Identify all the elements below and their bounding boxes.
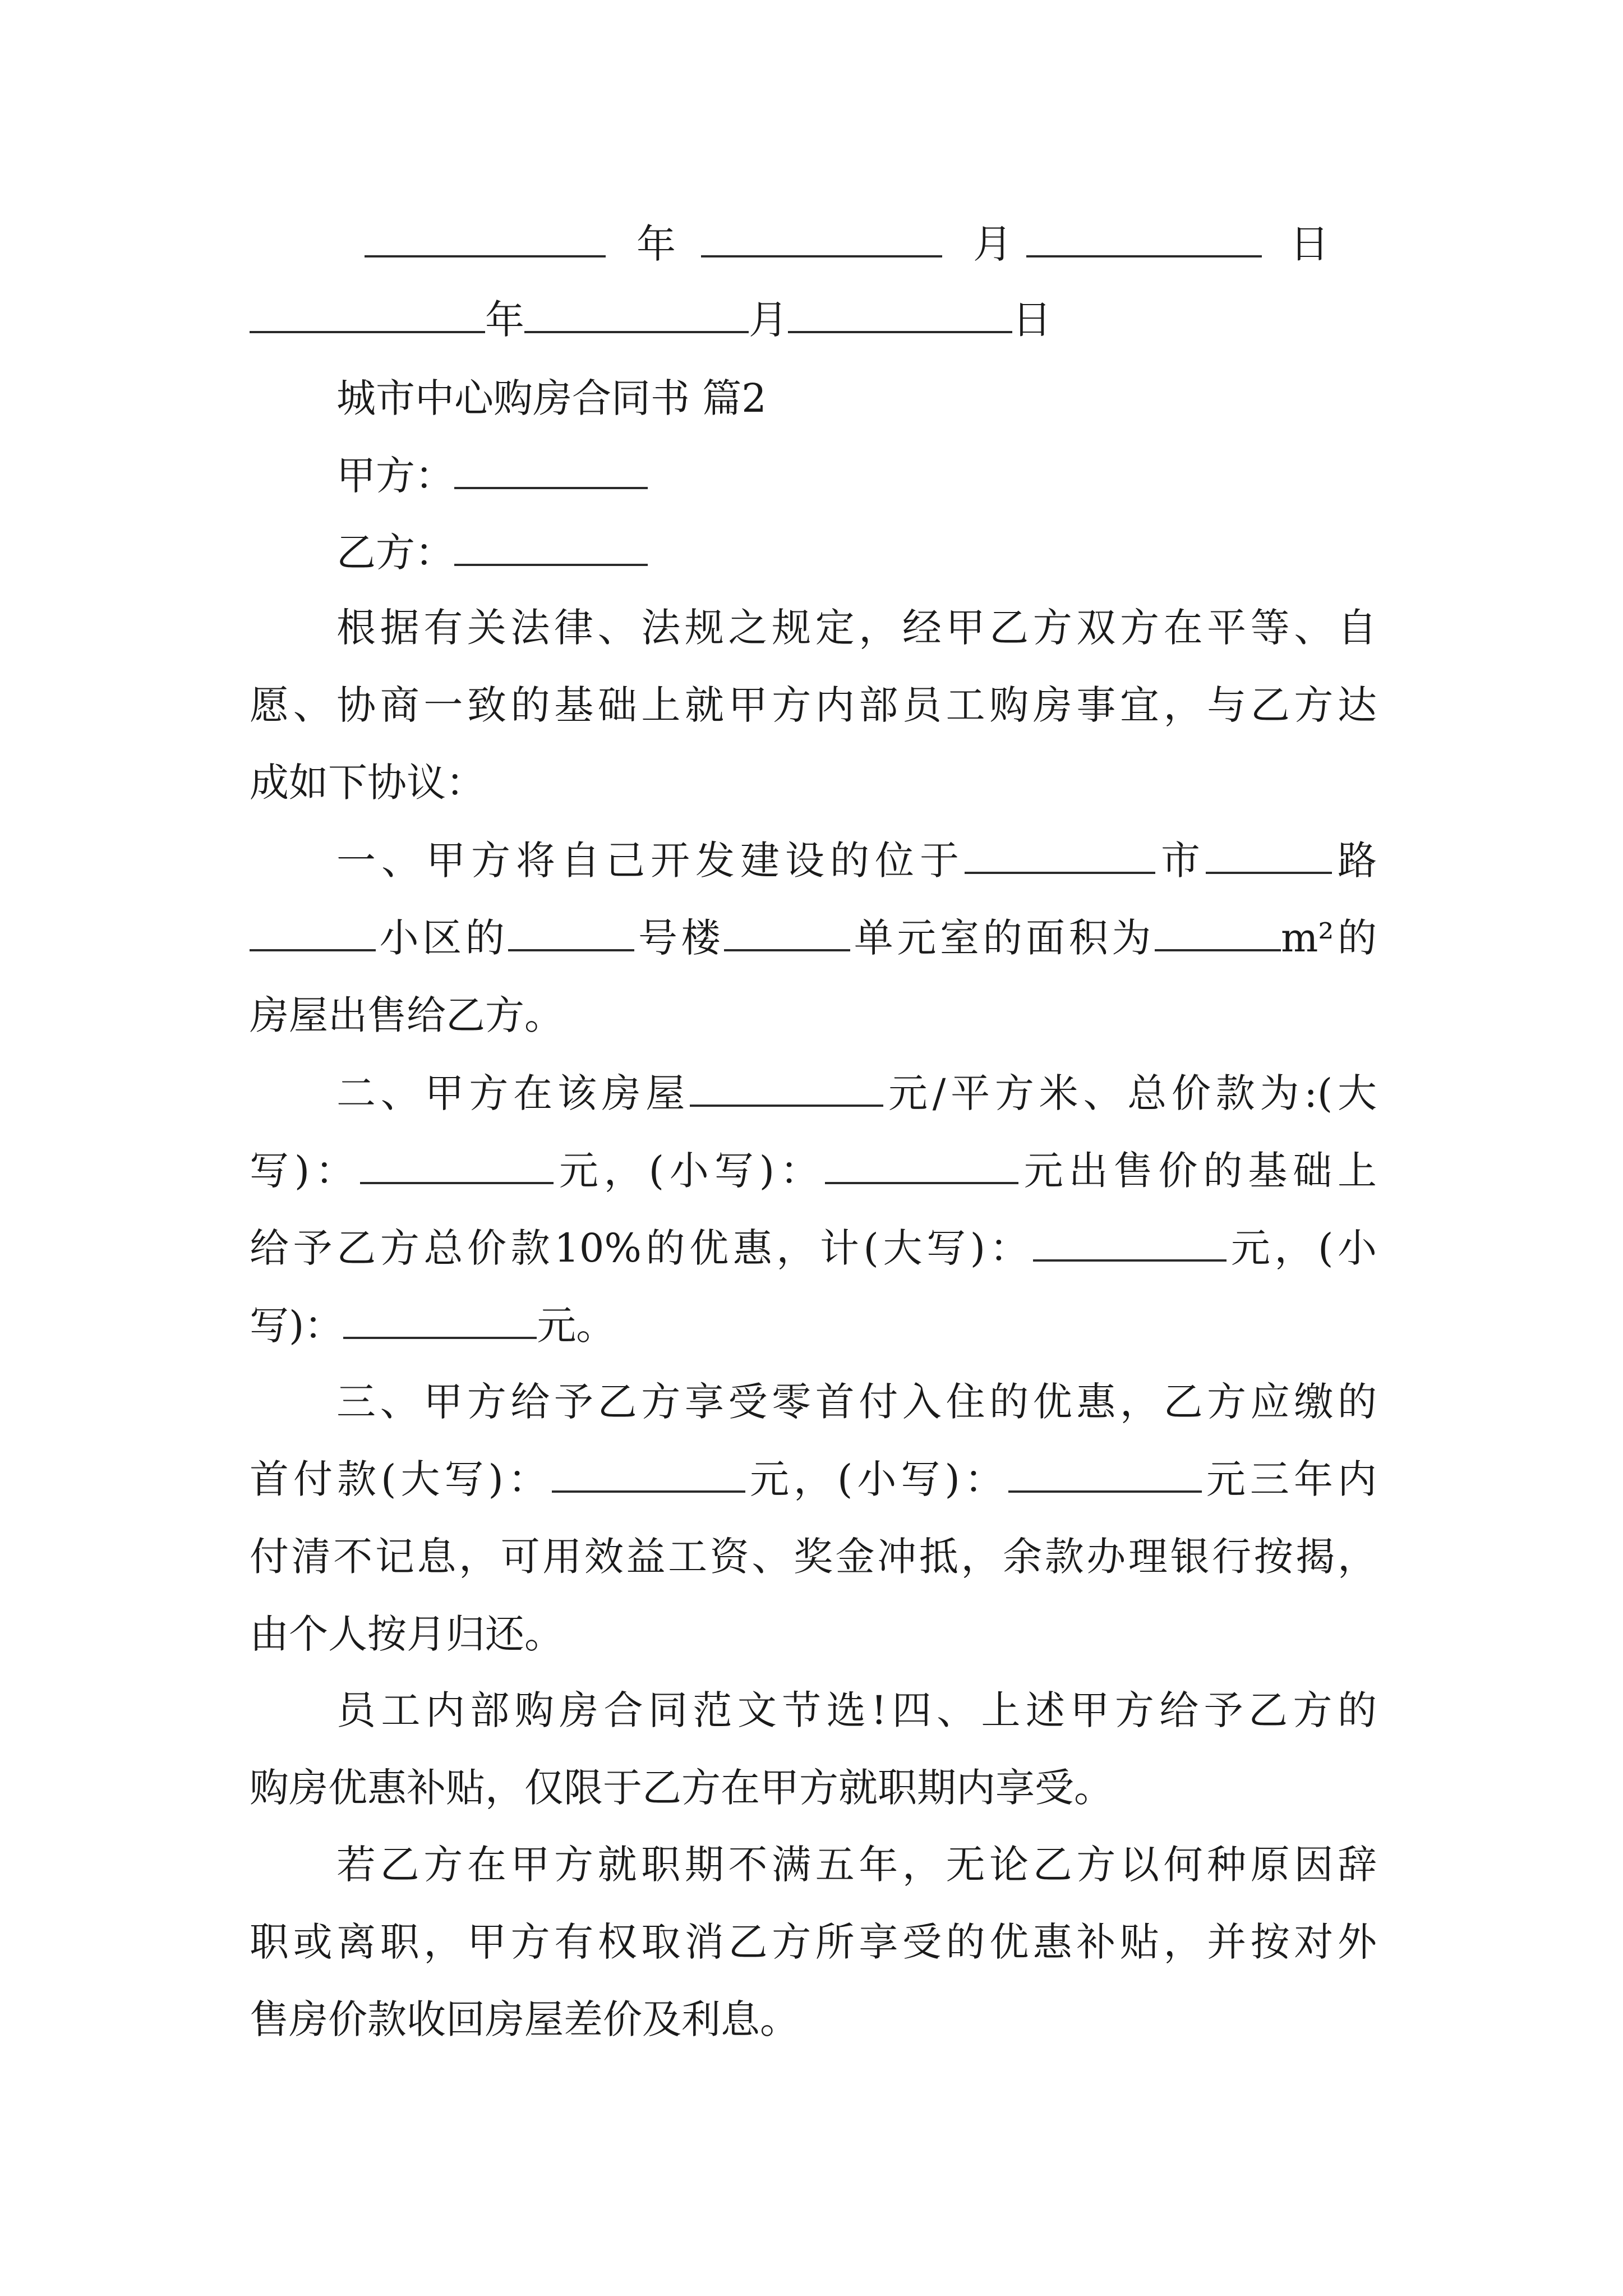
party-b-blank[interactable] (454, 535, 648, 566)
day-blank[interactable] (788, 302, 1012, 333)
down-payment-lower-blank[interactable] (1008, 1461, 1202, 1493)
text: 元，(小 (1227, 1225, 1377, 1271)
clause-5-line-1: 若乙方在甲方就职期不满五年，无论乙方以何种原因辞 (336, 1842, 1377, 1888)
discount-lower-blank[interactable] (343, 1308, 537, 1339)
text: 元，(小写)： (554, 1148, 825, 1194)
clause-3-line-2 (250, 1441, 1377, 1518)
year-label: 年 (637, 221, 676, 267)
text: 元，(小写)： (745, 1456, 1008, 1502)
community-blank[interactable] (250, 920, 376, 951)
text: 一、甲方将自己开发建设的位于 (336, 838, 965, 884)
clause-3-line-4: 由个人按月归还。 (250, 1611, 564, 1657)
total-lower-blank[interactable] (825, 1153, 1018, 1184)
unit-blank[interactable] (724, 920, 850, 951)
text: 写)： (250, 1148, 361, 1194)
text: m²的 (1280, 915, 1377, 961)
clause-2-line-4 (250, 1287, 1377, 1364)
day-label: 日 (1290, 221, 1329, 267)
text: 路 (1332, 838, 1377, 884)
total-upper-blank[interactable] (360, 1153, 554, 1184)
clause-1-line-3: 房屋出售给乙方。 (250, 992, 564, 1038)
clause-2-line-1 (250, 1055, 1377, 1132)
text: 元出售价的基础上 (1018, 1148, 1377, 1194)
party-b-label: 乙方： (336, 530, 454, 576)
date-line-2 (250, 280, 1377, 359)
unit-price-blank[interactable] (690, 1075, 883, 1107)
text: 写)： (250, 1303, 344, 1349)
text: 市 (1155, 838, 1206, 884)
clause-4-line-2: 购房优惠补贴，仅限于乙方在甲方就职期内享受。 (250, 1765, 1113, 1811)
intro-paragraph (250, 589, 1377, 821)
party-a-label: 甲方： (336, 453, 454, 499)
clause-3 (250, 1363, 1377, 1673)
area-blank[interactable] (1155, 920, 1281, 951)
intro-line-3: 成如下协议： (250, 760, 485, 806)
road-blank[interactable] (1206, 843, 1332, 874)
clause-4-line-1: 员工内部购房合同范文节选!四、上述甲方给予乙方的 (336, 1687, 1377, 1733)
month-label: 月 (973, 221, 1012, 267)
clause-3-line-3: 付清不记息，可用效益工资、奖金冲抵，余款办理银行按揭， (250, 1534, 1377, 1580)
clause-5 (250, 1826, 1377, 2058)
clause-5-line-3: 售房价款收回房屋差价及利息。 (250, 1996, 799, 2042)
year-blank[interactable] (365, 226, 606, 257)
party-b-line (250, 513, 1464, 592)
party-a-blank[interactable] (454, 458, 648, 489)
text: 号楼 (634, 915, 725, 961)
text: 给予乙方总价款10%的优惠，计(大写)： (250, 1225, 1034, 1271)
year-blank[interactable] (250, 302, 485, 333)
clause-2-line-2 (250, 1132, 1377, 1209)
down-payment-upper-blank[interactable] (552, 1461, 745, 1493)
party-a-line (250, 436, 1464, 515)
clause-2 (250, 1055, 1377, 1364)
text: 首付款(大写)： (250, 1456, 552, 1502)
text: 单元室的面积为 (850, 915, 1155, 961)
section-title: 城市中心购房合同书 篇2 (336, 375, 767, 421)
clause-4 (250, 1672, 1377, 1826)
building-blank[interactable] (508, 920, 634, 951)
intro-line-1: 根据有关法律、法规之规定，经甲乙方双方在平等、自 (336, 605, 1377, 651)
city-blank[interactable] (965, 843, 1155, 874)
text: 小区的 (376, 915, 509, 961)
clause-3-line-1: 三、甲方给予乙方享受零首付入住的优惠，乙方应缴的 (336, 1379, 1377, 1425)
day-label: 日 (1012, 297, 1052, 343)
clause-5-line-2: 职或离职，甲方有权取消乙方所享受的优惠补贴，并按对外 (250, 1919, 1377, 1965)
text: 元/平方米、总价款为:(大 (883, 1070, 1377, 1116)
clause-2-line-3 (250, 1209, 1377, 1287)
intro-line-2: 愿、协商一致的基础上就甲方内部员工购房事宜，与乙方达 (250, 682, 1377, 728)
discount-upper-blank[interactable] (1033, 1230, 1227, 1262)
text: 元三年内 (1201, 1456, 1377, 1502)
year-label: 年 (485, 297, 524, 343)
month-label: 月 (749, 297, 788, 343)
month-blank[interactable] (701, 226, 942, 257)
month-blank[interactable] (524, 302, 749, 333)
clause-1-line-2 (250, 899, 1377, 977)
text: 二、甲方在该房屋 (336, 1070, 690, 1116)
date-line-1 (250, 205, 1377, 283)
clause-1 (250, 822, 1377, 1054)
text: 元。 (537, 1303, 616, 1349)
clause-1-line-1 (250, 822, 1377, 899)
day-blank[interactable] (1026, 226, 1262, 257)
